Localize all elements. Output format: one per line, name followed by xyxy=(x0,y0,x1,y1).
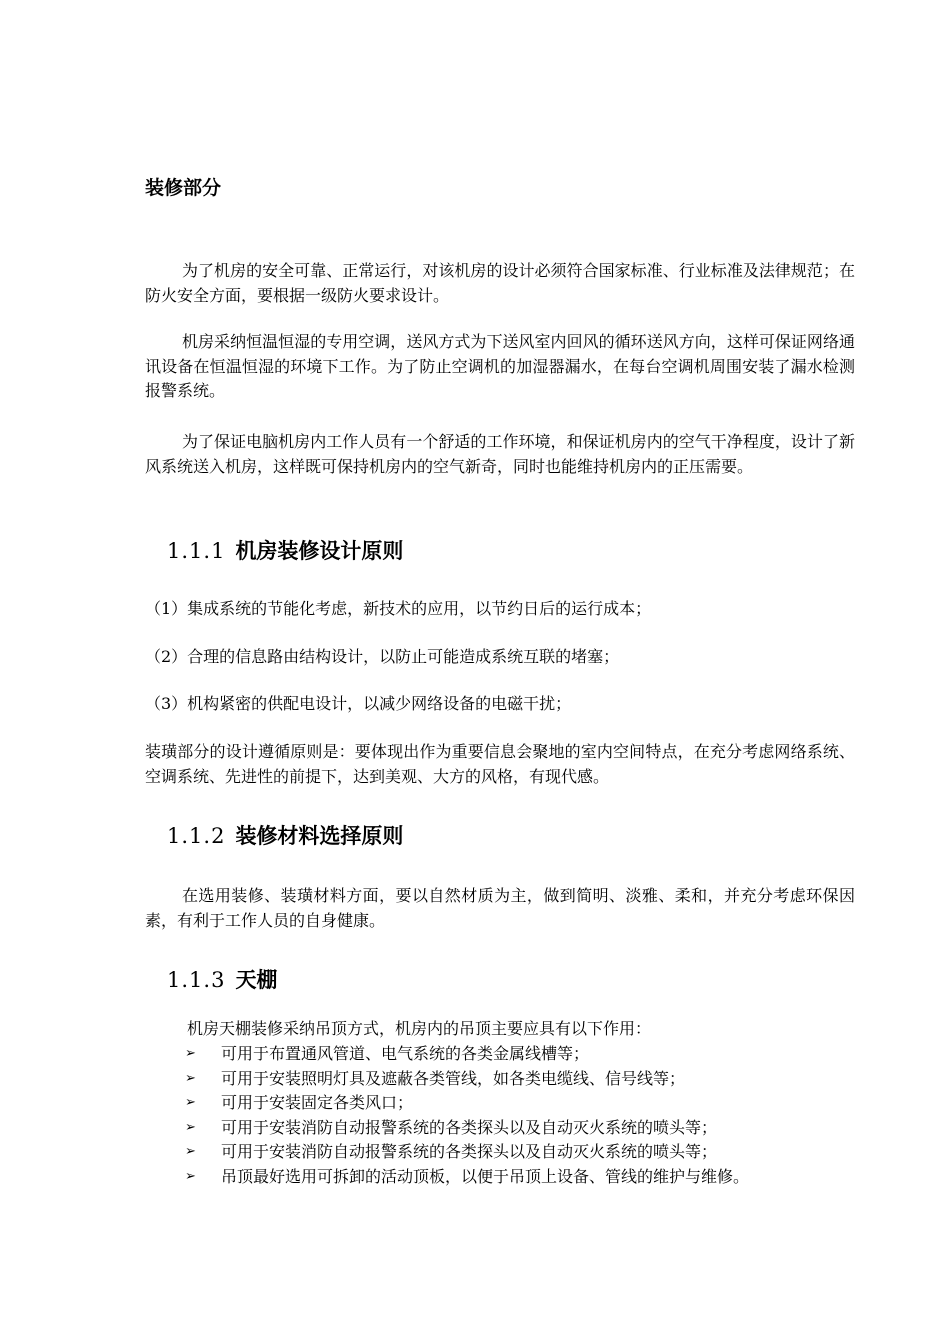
arrow-bullet-icon: ➢ xyxy=(185,1095,196,1111)
list-item xyxy=(185,1067,749,1092)
principle-item-2: （2）合理的信息路由结构设计，以防止可能造成系统互联的堵塞； xyxy=(145,647,620,666)
list-item-text: 可用于布置通风管道、电气系统的各类金属线槽等； xyxy=(221,1044,590,1063)
list-item xyxy=(185,1140,749,1165)
heading-title: 天棚 xyxy=(235,968,278,992)
list-item xyxy=(185,1116,749,1141)
list-item-text: 可用于安装消防自动报警系统的各类探头以及自动灭火系统的喷头等； xyxy=(221,1142,718,1162)
arrow-bullet-icon: ➢ xyxy=(185,1046,196,1061)
heading-number: 1.1.2 xyxy=(167,824,226,848)
heading-title: 装修材料选择原则 xyxy=(235,824,404,848)
list-item xyxy=(185,1042,749,1067)
list-item-text: 可用于安装照明灯具及遮蔽各类管线，如各类电缆线、信号线等； xyxy=(221,1068,686,1088)
principle-item-3: （3）机构紧密的供配电设计，以减少网络设备的电磁干扰； xyxy=(145,694,572,713)
ceiling-intro: 机房天棚装修采纳吊顶方式，机房内的吊顶主要应具有以下作用： xyxy=(187,1019,652,1038)
heading-1-1-1 xyxy=(167,536,403,566)
design-summary-paragraph: 装璜部分的设计遵循原则是：要体现出作为重要信息会聚地的室内空间特点，在充分考虑网络系统、空调系统、先进性的前提下，达到美观、大方的风格，有现代感。 xyxy=(145,742,855,786)
arrow-bullet-icon: ➢ xyxy=(185,1144,196,1160)
arrow-bullet-icon: ➢ xyxy=(185,1070,196,1086)
ceiling-function-list xyxy=(185,1042,749,1190)
list-item xyxy=(185,1165,749,1190)
intro-paragraph-1: 为了机房的安全可靠、正常运行，对该机房的设计必须符合国家标准、行业标准及法律规范；在防火安全方面，要根据一级防火要求设计。 xyxy=(145,261,855,305)
heading-number: 1.1.1 xyxy=(167,539,226,563)
heading-1-1-3 xyxy=(167,965,277,995)
principle-item-1: （1）集成系统的节能化考虑，新技术的应用，以节约日后的运行成本； xyxy=(145,599,652,618)
intro-paragraph-2: 机房采纳恒温恒湿的专用空调，送风方式为下送风室内回风的循环送风方向，这样可保证网络通讯设备在恒温恒湿的环境下工作。为了防止空调机的加湿器漏水，在每台空调机周围安装了漏水检测报警系统。 xyxy=(145,332,855,400)
list-item-text: 吊顶最好选用可拆卸的活动顶板，以便于吊顶上设备、管线的维护与维修。 xyxy=(221,1166,750,1186)
section-title: 装修部分 xyxy=(145,177,222,199)
heading-number: 1.1.3 xyxy=(167,968,226,992)
material-paragraph: 在选用装修、装璜材料方面，要以自然材质为主，做到简明、淡雅、柔和，并充分考虑环保因素，有利于工作人员的自身健康。 xyxy=(145,886,855,930)
intro-paragraph-3: 为了保证电脑机房内工作人员有一个舒适的工作环境，和保证机房内的空气干净程度，设计了新风系统送入机房，这样既可保持机房内的空气新奇，同时也能维持机房内的正压需要。 xyxy=(145,432,855,476)
list-item-text: 可用于安装固定各类风口； xyxy=(221,1093,414,1113)
list-item xyxy=(185,1091,749,1116)
heading-title: 机房装修设计原则 xyxy=(235,539,404,563)
arrow-bullet-icon: ➢ xyxy=(185,1168,196,1184)
heading-1-1-2 xyxy=(167,821,403,851)
arrow-bullet-icon: ➢ xyxy=(185,1119,196,1135)
list-item-text: 可用于安装消防自动报警系统的各类探头以及自动灭火系统的喷头等； xyxy=(221,1117,718,1137)
